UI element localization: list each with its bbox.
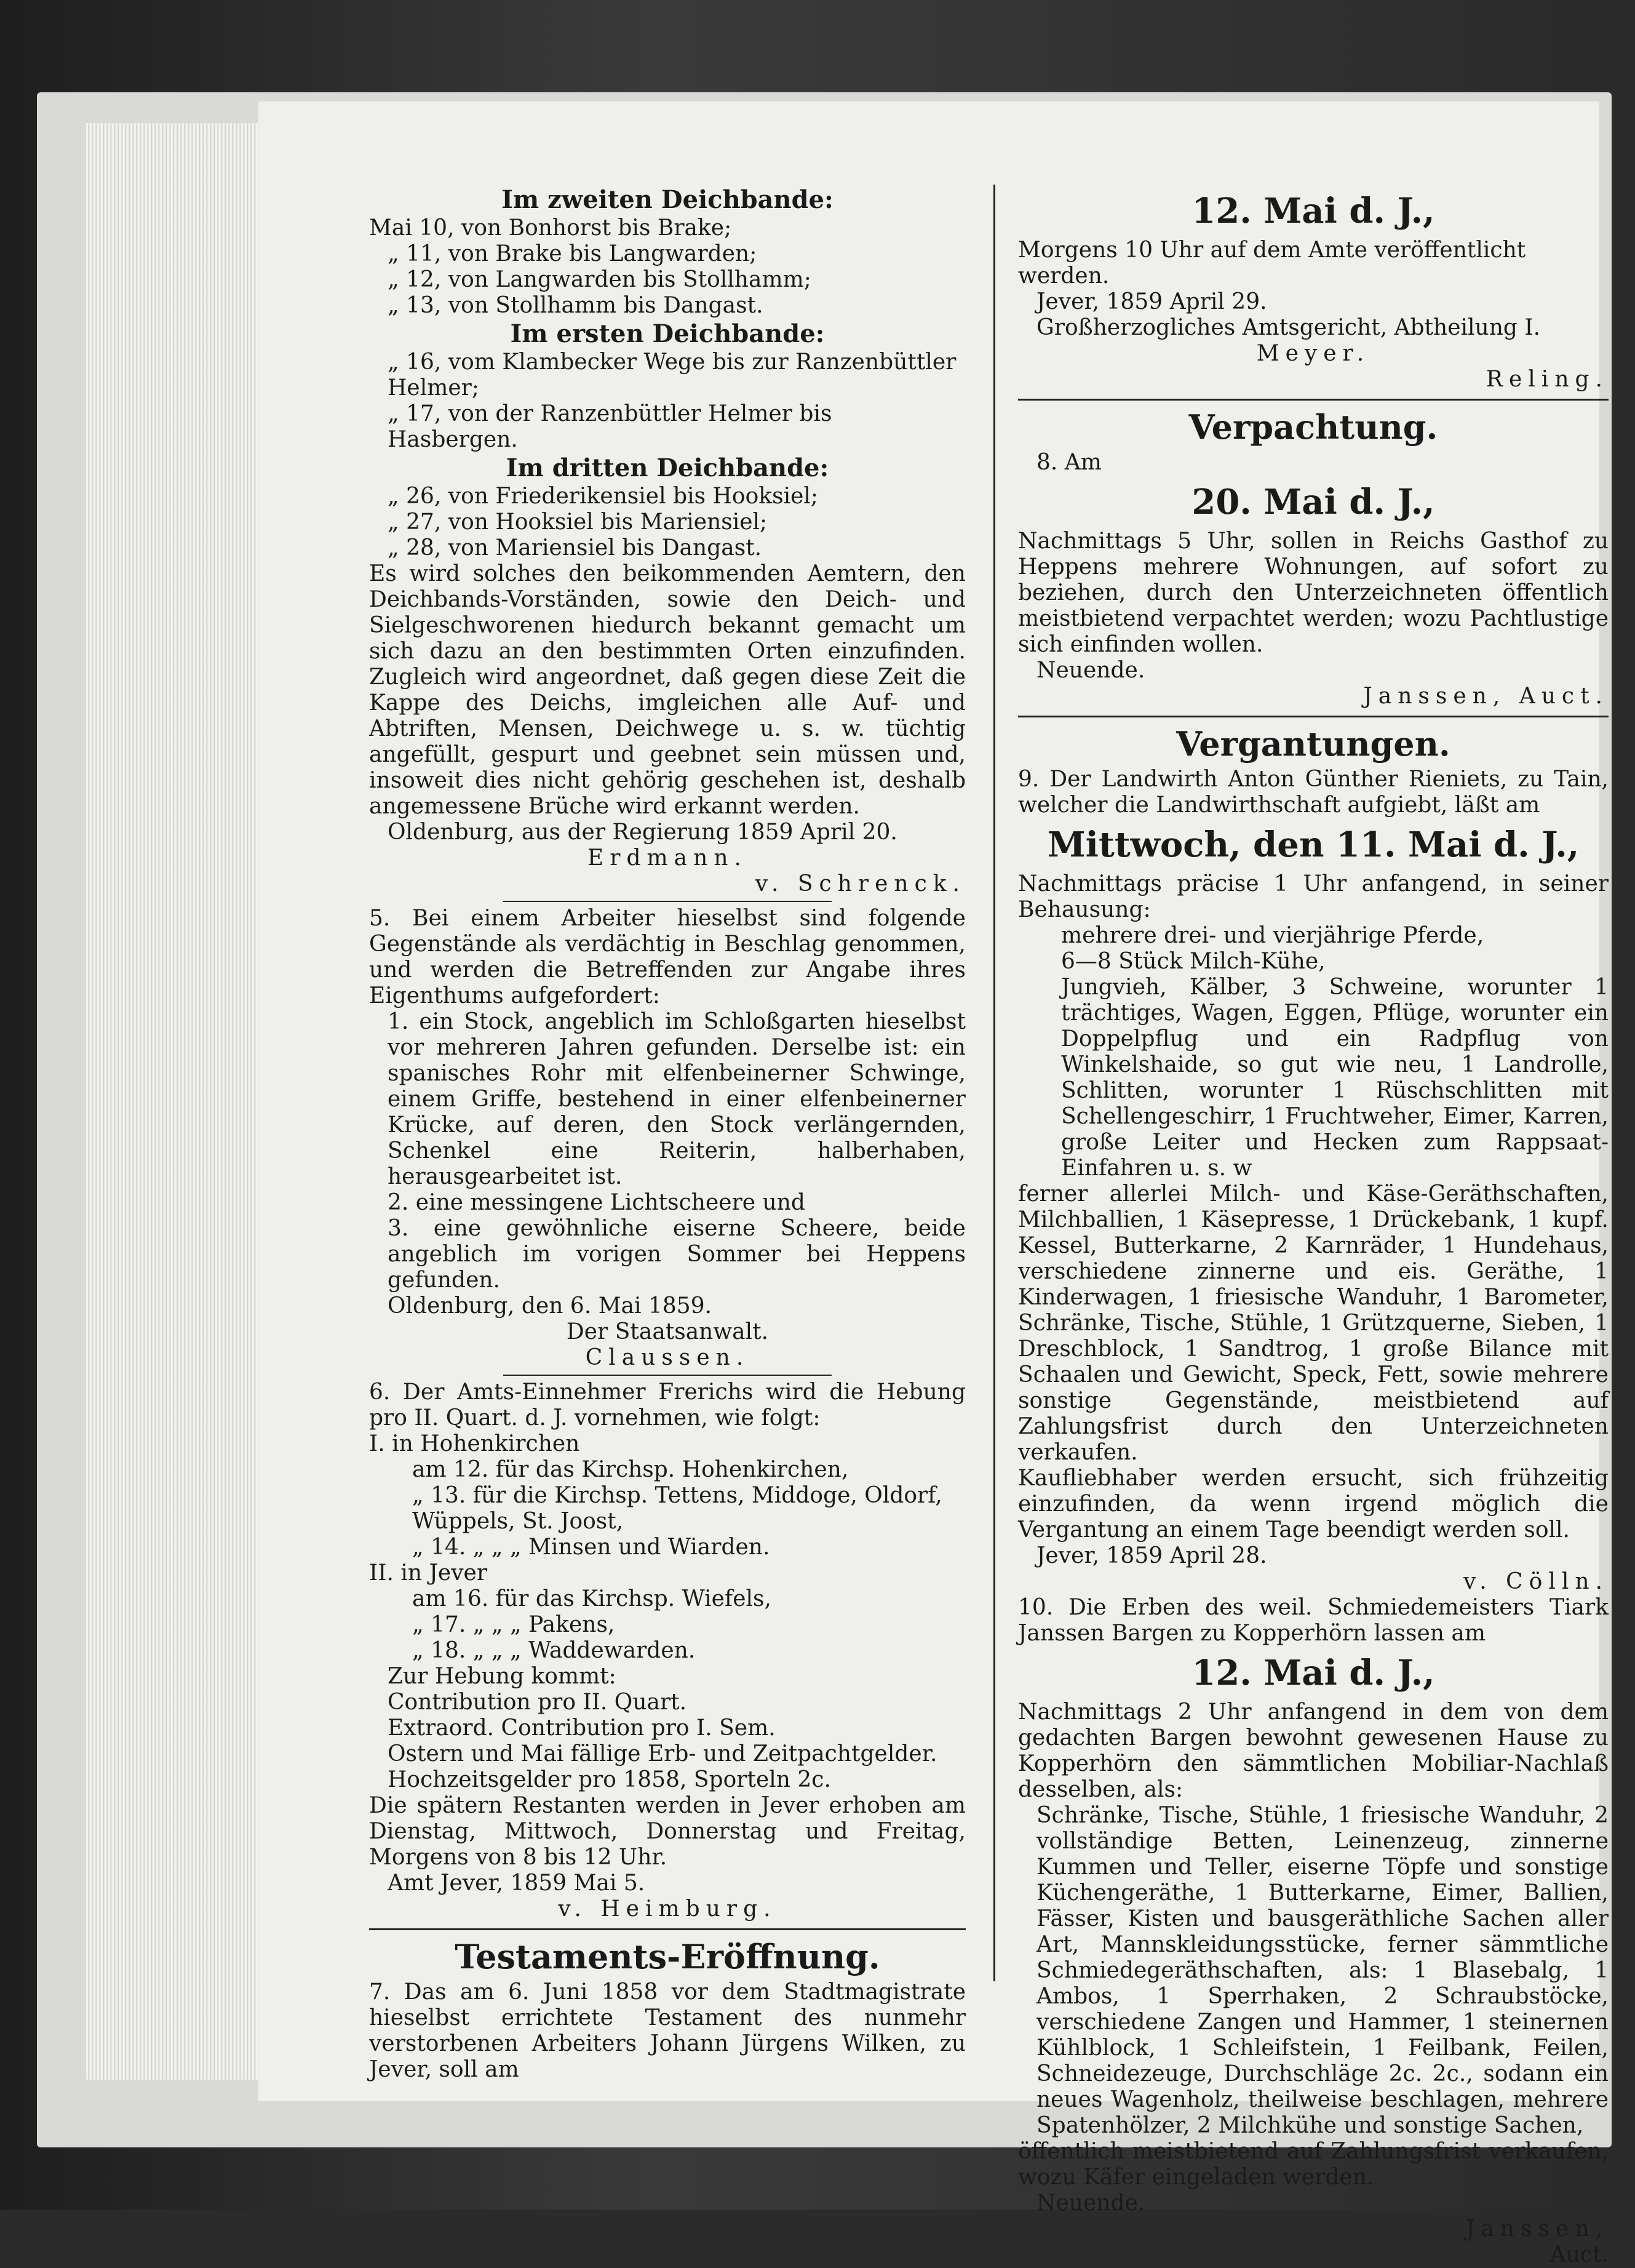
list-item: „ 26, von Friederikensiel bis Hooksiel; (388, 484, 819, 509)
date-heading: 12. Mai d. J., (1191, 1653, 1435, 1693)
signature: Janssen, (1466, 2216, 1609, 2242)
list-item: Mai 10, von Bonhorst bis Brake; (369, 215, 732, 241)
signature: Reling. (1486, 367, 1609, 392)
heading-zweiter-deichband: Im zweiten Deichbande: (501, 185, 833, 214)
office-title: Der Staatsanwalt. (566, 1319, 769, 1344)
schedule-line: am 16. für das Kirchsp. Wiefels, (412, 1586, 771, 1611)
list-item: 1. ein Stock, angeblich im Schloßgarten hieselbst vor mehreren Jahren gefunden. Derselbe ist: ein spanisches Rohr mit elfenbeinerner Schwinge, einem Griffe, bestehend in einer elfenbeinerner Krücke, auf deren, den Stock verlängernden, Schenkel eine Reiterin, halberhaben, herausgearbeitet ist. (388, 1009, 966, 1189)
heading-testaments-eroeffnung: Testaments-Eröffnung. (455, 1937, 880, 1976)
signature: Janssen, Auct. (1363, 684, 1609, 709)
place-date: Oldenburg, aus der Regierung 1859 April 20. (388, 820, 897, 845)
heading-verpachtung: Verpachtung. (1188, 407, 1438, 447)
schedule-line: „ 18. „ „ „ Waddewarden. (412, 1638, 696, 1663)
section-divider (1018, 716, 1609, 717)
hebung-item: Extraord. Contribution pro I. Sem. (388, 1715, 776, 1741)
place-date: Amt Jever, 1859 Mai 5. (388, 1871, 645, 1896)
date-heading: 12. Mai d. J., (1191, 191, 1435, 231)
hebung-item: Hochzeitsgelder pro 1858, Sporteln 2c. (388, 1767, 831, 1792)
schedule-line: am 12. für das Kirchsp. Hohenkirchen, (412, 1457, 849, 1482)
list-item: mehrere drei- und vierjährige Pferde, (1061, 923, 1484, 948)
list-item: Jungvieh, Kälber, 3 Schweine, worunter 1 trächtiges, Wagen, Eggen, Pflüge, worunter ein Doppelpflug und ein Radpflug von Winkelshaide, so gut wie neu, 1 Landrolle, Schlitten, worunter 1 Rüschschlitten mit Schellengeschirr, 1 Fruchtweher, Eimer, Karren, große Leiter und Hecken zum Rappsaat-Einfahren u. s. w (1061, 975, 1609, 1181)
paragraph: Kaufliebhaber werden ersucht, sich frühzeitig einzufinden, da wenn irgend möglich die Vergantung an einem Tage beendigt werden soll. (1018, 1466, 1609, 1543)
schedule-line: II. in Jever (369, 1560, 488, 1586)
place-date: Jever, 1859 April 29. (1036, 289, 1267, 314)
heading-erster-deichband: Im ersten Deichbande: (510, 319, 825, 348)
list-item: 6—8 Stück Milch-Kühe, (1061, 949, 1326, 974)
list-item: „ 12, von Langwarden bis Stollhamm; (388, 267, 811, 292)
section-divider (369, 1928, 966, 1930)
place-date: Neuende. (1036, 658, 1145, 683)
right-column (1018, 185, 1609, 2268)
schedule-line: „ 13. für die Kirchsp. Tettens, Middoge, Oldorf, Wüppels, St. Joost, (412, 1483, 942, 1534)
list-item: „ 27, von Hooksiel bis Mariensiel; (388, 509, 768, 535)
hebung-item: Ostern und Mai fällige Erb- und Zeitpachtgelder. (388, 1741, 937, 1767)
left-column (369, 185, 966, 2083)
list-item: „ 11, von Brake bis Langwarden; (388, 241, 757, 266)
paragraph: Nachmittags 2 Uhr anfangend in dem von dem gedachten Bargen bewohnt gewesenen Hause zu Kopperhörn den sämmtlichen Mobiliar-Nachlaß desselben, als: (1018, 1699, 1609, 1802)
signature: v. Heimburg. (558, 1896, 777, 1922)
signature: Claussen. (585, 1345, 750, 1370)
paragraph: ferner allerlei Milch- und Käse-Geräthschaften, Milchballien, 1 Käsepresse, 1 Drückebank, 1 kupf. Kessel, Butterkarne, 2 Karnräder, 1 Hundehaus, verschiedene zinnerne und eis. Geräthe, 1 Kinderwagen, 1 friesische Wanduhr, 1 Barometer, Schränke, Tische, Stühle, 1 Grützquerne, Sieben, 1 Dreschblock, 1 Sandtrog, 1 große Bilance mit Schaalen und Gewicht, Speck, Fett, sowie mehrere sonstige Gegenstände, meistbietend auf Zahlungsfrist durch den Unterzeichneten verkaufen. (1018, 1181, 1609, 1465)
office-title: Großherzogliches Amtsgericht, Abtheilung I. (1036, 315, 1541, 340)
signature-title: Auct. (1549, 2242, 1609, 2267)
paragraph-7: 7. Das am 6. Juni 1858 vor dem Stadtmagistrate hieselbst errichtete Testament des nunmehr verstorbenen Arbeiters Johann Jürgens Wilken, zu Jever, soll am (369, 1979, 966, 2082)
list-item: „ 16, vom Klambecker Wege bis zur Ranzenbüttler Helmer; (388, 349, 957, 401)
paragraph-9: 9. Der Landwirth Anton Günther Rieniets, zu Tain, welcher die Landwirthschaft aufgiebt, läßt am (1018, 767, 1609, 818)
list-item: 2. eine messingene Lichtscheere und (388, 1190, 805, 1215)
column-divider (993, 185, 995, 1981)
signature: Erdmann. (587, 845, 747, 871)
paragraph: Es wird solches den beikommenden Aemtern, den Deichbands-Vorständen, sowie den Deich- und Sielgeschworenen hiedurch bekannt gemacht um sich dazu an den bestimmten Orten einzufinden. Zugleich wird angeordnet, daß gegen diese Zeit die Kappe des Deichs, imgleichen alle Auf- und Abtriften, Mensen, Deichwege u. s. w. tüchtig angefüllt, gespurt und geebnet sein müssen und, insoweit dies nicht gehörig geschehen ist, deshalb angemessene Brüche wird erkannt werden. (369, 561, 966, 819)
list-item: „ 17, von der Ranzenbüttler Helmer bis Hasbergen. (388, 401, 832, 452)
paragraph: Schränke, Tische, Stühle, 1 friesische Wanduhr, 2 vollständige Betten, Leinenzeug, zinnerne Kummen und Teller, eiserne Töpfe und sonstige Küchengeräthe, 1 Butterkarne, Eimer, Ballien, Fässer, Kisten und bausgeräthliche Sachen aller Art, Mannskleidungsstücke, ferner sämmtliche Schmiedegeräthschaften, als: 1 Blasebalg, 1 Ambos, 1 Sperrhaken, 2 Schraubstöcke, verschiedene Zangen und Hammer, 1 steinernen Kühlblock, 1 Schleifstein, 1 Feilbank, Feilen, Schneidezeuge, Durchschläge 2c. 2c., sodann ein neues Wagenholz, theilweise beschlagen, mehrere Spatenhölzer, 2 Milchkühe und sonstige Sachen, (1036, 1803, 1609, 2138)
paragraph: Morgens 10 Uhr auf dem Amte veröffentlicht werden. (1018, 238, 1526, 289)
hebung-heading: Zur Hebung kommt: (388, 1664, 616, 1689)
date-heading: 20. Mai d. J., (1191, 482, 1435, 522)
paragraph: Die spätern Restanten werden in Jever erhoben am Dienstag, Mittwoch, Donnerstag und Freitag, Morgens von 8 bis 12 Uhr. (369, 1793, 966, 1870)
date-heading: Mittwoch, den 11. Mai d. J., (1047, 825, 1580, 865)
page-edges (86, 123, 271, 2080)
heading-dritter-deichband: Im dritten Deichbande: (506, 453, 829, 482)
section-divider (1018, 399, 1609, 401)
paragraph-lead: 8. Am (1036, 450, 1102, 475)
place-date: Oldenburg, den 6. Mai 1859. (388, 1293, 712, 1319)
section-divider (503, 901, 832, 902)
schedule-line: „ 17. „ „ „ Pakens, (412, 1612, 615, 1637)
signature: v. Schrenck. (755, 871, 966, 896)
place-date: Neuende. (1036, 2190, 1145, 2216)
place-date: Jever, 1859 April 28. (1036, 1543, 1267, 1568)
paragraph-8: Nachmittags 5 Uhr, sollen in Reichs Gasthof zu Heppens mehrere Wohnungen, auf sofort zu beziehen, durch den Unterzeichneten öffentlich meistbietend verpachtet werden; wozu Pachtlustige sich einfinden wollen. (1018, 529, 1609, 657)
list-item: „ 13, von Stollhamm bis Dangast. (388, 293, 763, 318)
paragraph: öffentlich meistbietend auf Zahlungsfrist verkaufen, wozu Käfer eingeladen werden. (1018, 2139, 1609, 2190)
schedule-line: „ 14. „ „ „ Minsen und Wiarden. (412, 1535, 770, 1560)
hebung-item: Contribution pro II. Quart. (388, 1690, 687, 1715)
schedule-line: I. in Hohenkirchen (369, 1431, 580, 1456)
paragraph: Nachmittags präcise 1 Uhr anfangend, in seiner Behausung: (1018, 871, 1609, 922)
signature: Meyer. (1256, 341, 1370, 366)
paragraph-5: 5. Bei einem Arbeiter hieselbst sind folgende Gegenstände als verdächtig in Beschlag genommen, und werden die Betreffenden zur Angabe ihres Eigenthums aufgefordert: (369, 906, 966, 1008)
paragraph-10: 10. Die Erben des weil. Schmiedemeisters Tiark Janssen Bargen zu Kopperhörn lassen am (1018, 1595, 1609, 1646)
section-divider (503, 1375, 832, 1376)
list-item: „ 28, von Mariensiel bis Dangast. (388, 535, 762, 561)
paragraph-6: 6. Der Amts-Einnehmer Frerichs wird die Hebung pro II. Quart. d. J. vornehmen, wie folgt: (369, 1380, 966, 1431)
list-item: 3. eine gewöhnliche eiserne Scheere, beide angeblich im vorigen Sommer bei Heppens gefunden. (388, 1216, 966, 1293)
heading-vergantungen: Vergantungen. (1176, 724, 1450, 764)
signature: v. Cölln. (1463, 1569, 1609, 1594)
